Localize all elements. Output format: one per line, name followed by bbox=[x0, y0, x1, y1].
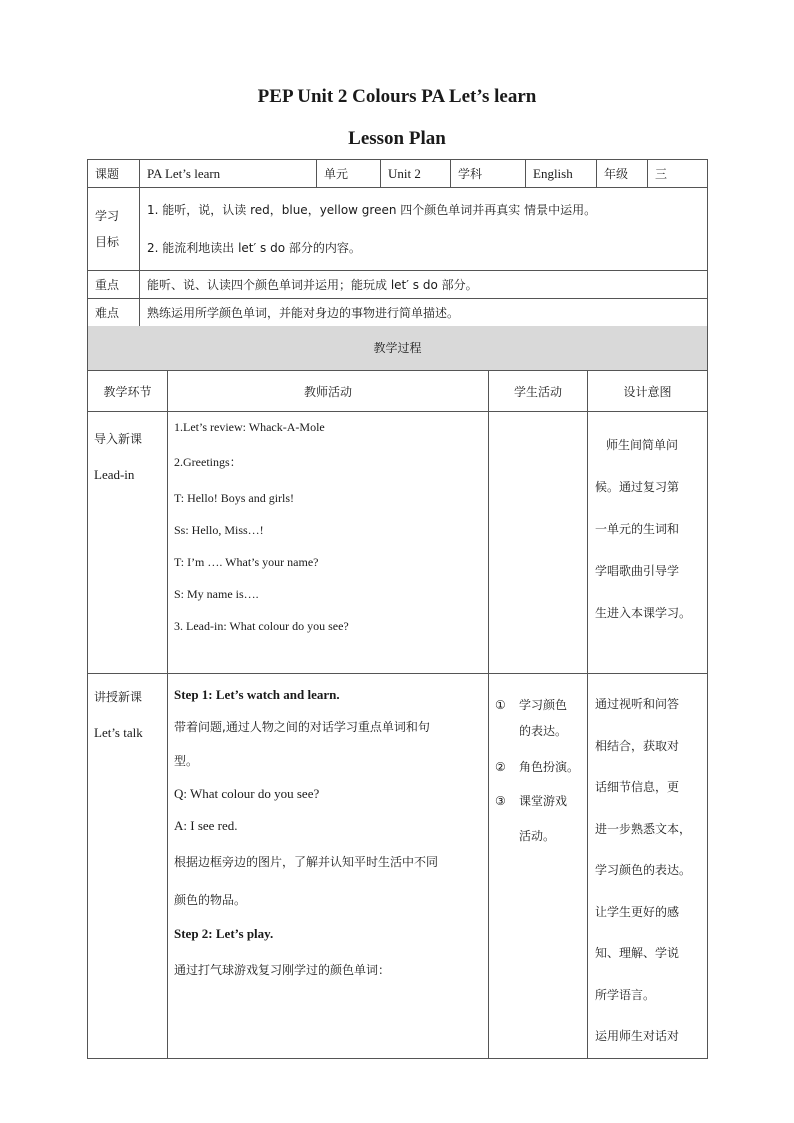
leadin-line-7: 3. Lead-in: What colour do you see? bbox=[174, 619, 349, 633]
leadin-line-3: T: Hello! Boys and girls! bbox=[174, 491, 295, 505]
objective-1: 1. 能听，说，认读 red，blue，yellow green 四个颜色单词并再真实 情景中运用。 bbox=[147, 203, 597, 217]
process-band: 教学过程 bbox=[87, 326, 708, 371]
subject-value: English bbox=[526, 160, 597, 188]
header-teacher: 教师活动 bbox=[168, 371, 489, 412]
objective-2: 2. 能流利地读出 let′ s do 部分的内容。 bbox=[147, 241, 361, 255]
talk-student bbox=[489, 674, 588, 1059]
talk-intent-8: 所学语言。 bbox=[595, 987, 656, 1002]
talk-intent-9: 运用师生对话对 bbox=[595, 1029, 680, 1043]
student-item-2-text-a: 角色扮演。 bbox=[519, 760, 580, 774]
process-header-row bbox=[88, 371, 708, 412]
process-table bbox=[87, 370, 708, 1059]
leadin-intent-4: 学唱歌曲引导学 bbox=[595, 564, 680, 578]
talk-intent-6: 让学生更好的感 bbox=[595, 904, 680, 919]
document-title: PEP Unit 2 Colours PA Let’s learn bbox=[257, 86, 537, 107]
talk-intent bbox=[588, 674, 708, 1059]
leadin-stage-en: Lead-in bbox=[94, 467, 135, 482]
info-row-objectives bbox=[88, 188, 708, 271]
leadin-line-2: 2.Greetings： bbox=[174, 455, 242, 469]
info-table bbox=[87, 159, 708, 327]
info-row-key bbox=[88, 271, 708, 299]
difficulty-value: 熟练运用所学颜色单词，并能对身边的事物进行简单描述。 bbox=[140, 299, 708, 327]
difficulty-label: 难点 bbox=[88, 299, 140, 327]
leadin-intent-3: 一单元的生词和 bbox=[595, 522, 680, 536]
talk-intent-1: 通过视听和问答 bbox=[595, 697, 680, 711]
leadin-row bbox=[88, 412, 708, 674]
step2-title: Step 2: Let’s play. bbox=[174, 926, 274, 941]
topic-value: PA Let’s learn bbox=[140, 160, 317, 188]
talk-intent-5: 学习颜色的表达。 bbox=[595, 863, 692, 877]
step1-note-a: 根据边框旁边的图片，了解并认知平时生活中不同 bbox=[174, 855, 439, 869]
objectives-label-line1: 学习 bbox=[95, 209, 120, 223]
step1-desc-b: 型。 bbox=[174, 754, 199, 768]
talk-intent-2: 相结合，获取对 bbox=[595, 738, 680, 753]
talk-teacher bbox=[168, 674, 489, 1059]
student-item-2-num: ② bbox=[495, 760, 506, 774]
grade-value: 三 bbox=[648, 160, 708, 188]
unit-value: Unit 2 bbox=[381, 160, 451, 188]
header-intent: 设计意图 bbox=[588, 371, 708, 412]
leadin-stage-cn: 导入新课 bbox=[94, 432, 143, 446]
student-item-3-text-a: 课堂游戏 bbox=[519, 794, 568, 808]
student-item-1-text-a: 学习颜色 bbox=[519, 698, 568, 712]
leadin-line-6: S: My name is…. bbox=[174, 587, 259, 601]
objectives-label bbox=[88, 188, 140, 271]
student-item-2 bbox=[495, 746, 583, 788]
leadin-line-4: Ss: Hello, Miss…! bbox=[174, 523, 264, 537]
leadin-intent-5: 生进入本课学习。 bbox=[595, 606, 692, 620]
student-item-3-num: ③ bbox=[495, 794, 506, 808]
info-row-difficulty bbox=[88, 299, 708, 327]
talk-row bbox=[88, 674, 708, 1059]
leadin-intent-2: 候。通过复习第 bbox=[595, 480, 680, 494]
step1-title: Step 1: Let’s watch and learn. bbox=[174, 687, 340, 702]
step1-note-b: 颜色的物品。 bbox=[174, 893, 247, 907]
student-item-3-text-b: 活动。 bbox=[519, 829, 556, 843]
question-line: Q: What colour do you see? bbox=[174, 786, 320, 801]
talk-stage bbox=[88, 674, 168, 1059]
leadin-intent bbox=[588, 412, 708, 674]
leadin-stage bbox=[88, 412, 168, 674]
leadin-student bbox=[489, 412, 588, 674]
student-item-3 bbox=[495, 788, 583, 814]
unit-label: 单元 bbox=[317, 160, 381, 188]
objectives-value bbox=[140, 188, 708, 271]
header-student: 学生活动 bbox=[489, 371, 588, 412]
topic-label: 课题 bbox=[88, 160, 140, 188]
student-item-1-num: ① bbox=[495, 698, 506, 712]
answer-line: A: I see red. bbox=[174, 818, 238, 833]
student-item-1-text-b: 的表达。 bbox=[519, 724, 568, 738]
leadin-line-5: T: I’m …. What’s your name? bbox=[174, 555, 319, 569]
talk-intent-7: 知、理解、学说 bbox=[595, 946, 680, 960]
subject-label: 学科 bbox=[451, 160, 526, 188]
header-stage: 教学环节 bbox=[88, 371, 168, 412]
grade-label: 年级 bbox=[597, 160, 648, 188]
leadin-line-1: 1.Let’s review: Whack-A-Mole bbox=[174, 420, 325, 434]
talk-intent-4: 进一步熟悉文本， bbox=[595, 821, 692, 836]
step1-desc-a: 带着问题,通过人物之间的对话学习重点单词和句 bbox=[174, 720, 430, 734]
step2-desc: 通过打气球游戏复习刚学过的颜色单词： bbox=[174, 963, 391, 977]
talk-stage-en: Let’s talk bbox=[94, 725, 143, 740]
info-row-topic bbox=[88, 160, 708, 188]
talk-stage-cn: 讲授新课 bbox=[94, 690, 143, 704]
objectives-label-line2: 目标 bbox=[95, 235, 120, 249]
document-subtitle: Lesson Plan bbox=[348, 128, 446, 149]
key-value: 能听、说、认读四个颜色单词并运用；能玩成 let′ s do 部分。 bbox=[140, 271, 708, 299]
key-label: 重点 bbox=[88, 271, 140, 299]
talk-intent-3: 话细节信息，更 bbox=[595, 780, 680, 794]
leadin-intent-1: 师生间简单问 bbox=[606, 438, 679, 452]
leadin-teacher bbox=[168, 412, 489, 674]
